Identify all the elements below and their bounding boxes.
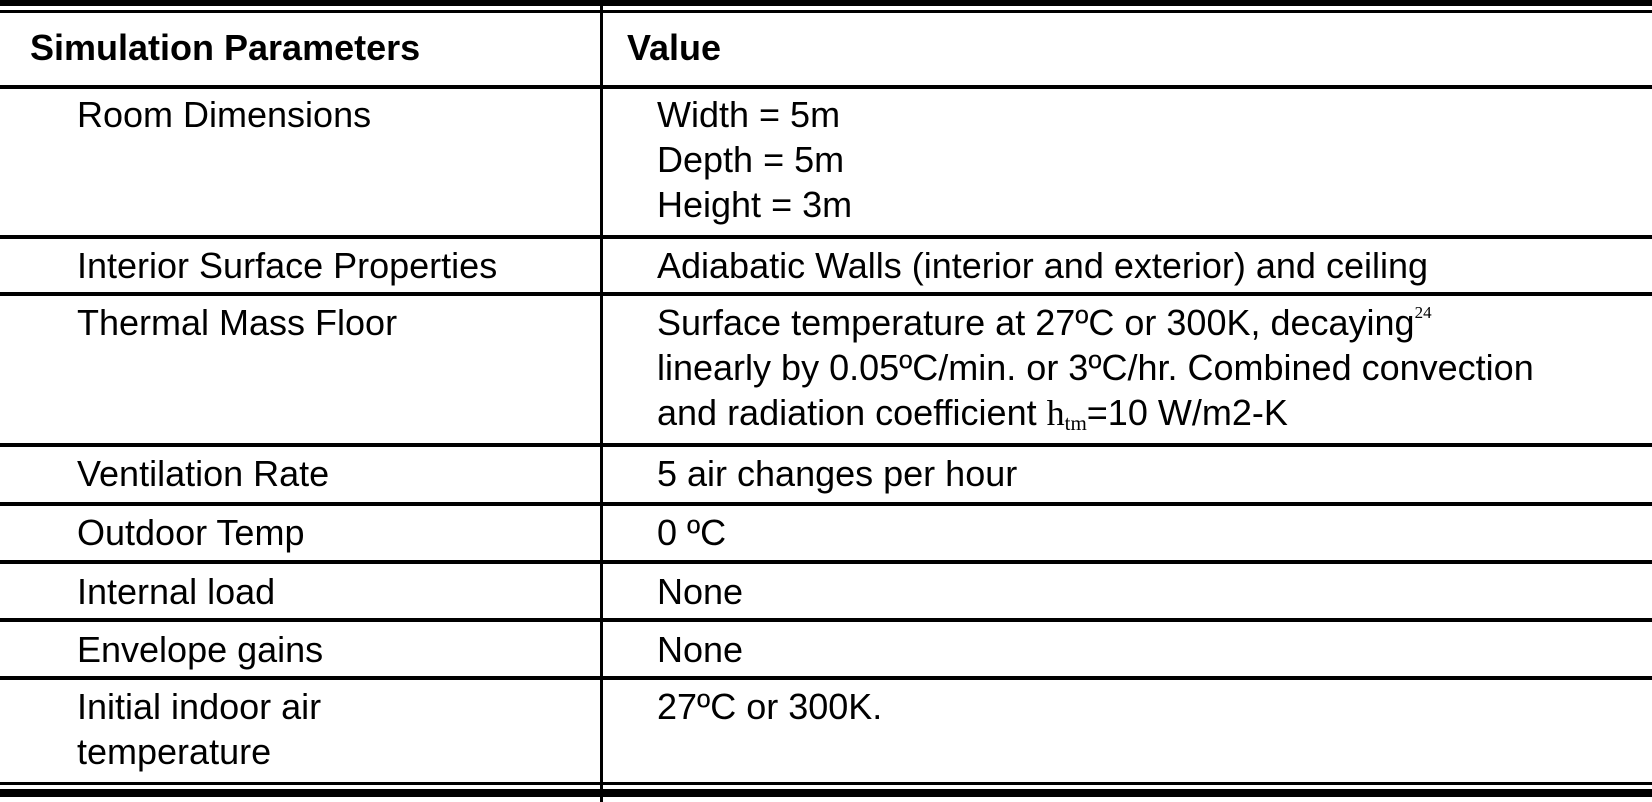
param-ventilation-rate: Ventilation Rate [77, 453, 330, 494]
row-rule [0, 618, 1652, 622]
header-value: Value [627, 27, 722, 68]
footnote-marker: 24 [1414, 303, 1432, 322]
header-rule [0, 85, 1652, 89]
bottom-rule-thin [0, 782, 1652, 785]
param-initial-indoor-air-temp: Initial indoor air temperature [77, 686, 322, 772]
param-room-dimensions: Room Dimensions [77, 94, 372, 135]
param-interior-surface: Interior Surface Properties [77, 245, 498, 286]
param-thermal-mass-floor: Thermal Mass Floor [77, 302, 398, 343]
header-param: Simulation Parameters [30, 27, 421, 68]
value-room-dimensions: Width = 5m Depth = 5m Height = 3m [657, 94, 853, 225]
value-interior-surface: Adiabatic Walls (interior and exterior) and ceiling [657, 245, 1429, 286]
row-rule [0, 560, 1652, 564]
row-rule [0, 676, 1652, 680]
param-internal-load: Internal load [77, 571, 276, 612]
top-rule-thick [0, 0, 1652, 6]
value-internal-load: None [657, 571, 744, 612]
param-outdoor-temp: Outdoor Temp [77, 512, 305, 553]
value-initial-indoor-air-temp: 27ºC or 300K. [657, 686, 883, 727]
value-ventilation-rate: 5 air changes per hour [657, 453, 1018, 494]
row-rule [0, 443, 1652, 447]
value-outdoor-temp: 0 ºC [657, 512, 727, 553]
row-rule [0, 235, 1652, 239]
value-thermal-mass-floor: Surface temperature at 27ºC or 300K, decaying$^{24}$ linearly by 0.05ºC/min. or 3ºC/hr. Combined convection and radiation coefficient $h_{tm}=10$ W/m2-K [657, 302, 1534, 435]
row-rule [0, 292, 1652, 296]
row-rule [0, 502, 1652, 506]
value-envelope-gains: None [657, 629, 744, 670]
bottom-rule-thick [0, 789, 1652, 797]
top-rule-thin [0, 10, 1652, 13]
column-divider [600, 0, 603, 802]
param-envelope-gains: Envelope gains [77, 629, 324, 670]
